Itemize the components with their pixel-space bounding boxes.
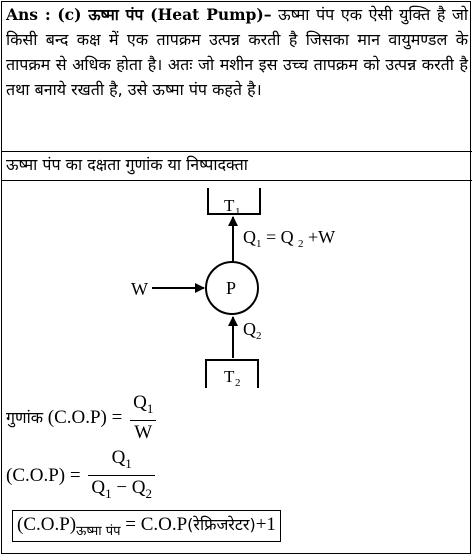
heat-pump-diagram — [0, 180, 474, 395]
work-label: W — [131, 279, 148, 299]
q1-rhs: = Q — [266, 227, 294, 247]
cop-subheading: ऊष्मा पंप का दक्षता गुणांक या निष्पादक्ता — [6, 155, 248, 174]
formula-cop-work — [6, 392, 159, 445]
q2-label: Q — [243, 319, 256, 339]
formula2-den-b-sub: 2 — [145, 486, 153, 501]
formula3-rhs-hindi: (रेफ्रिजरेटर) — [187, 515, 256, 534]
formula-cop-heat — [6, 447, 158, 506]
formula3-lhs: (C.O.P) — [17, 514, 77, 535]
formula2-den-b: Q — [131, 477, 146, 498]
formula2-den-minus: − — [111, 477, 132, 498]
answer-definition: ऊष्मा पंप एक ऐसी युक्ति है जो किसी बन्द कक्ष में एक तापक्रम उत्पन्न करती है जिसका मान वायुमण्डल के तापक्रम से अधिक होता है। अतः जो मशीन इस उच्च तापक्रम को उत्पन्न करती है तथा बनाये रखती है, उसे ऊष्मा पंप कहते है। — [6, 5, 469, 99]
answer-option: (c) ऊष्मा पंप (Heat Pump)– — [57, 5, 272, 24]
pump-label: P — [226, 278, 237, 298]
formula2-den-a-sub: 1 — [105, 486, 112, 501]
formula3-box — [12, 510, 281, 542]
formula3-lhs-sub: ऊष्मा पंप — [76, 524, 121, 539]
formula2-num: Q — [111, 447, 126, 468]
divider-top — [1, 151, 472, 152]
q1-label: Q — [243, 227, 256, 247]
q1-tail: +W — [308, 227, 336, 247]
formula1-lhs: (C.O.P) = — [47, 406, 123, 428]
formula1-den: W — [134, 422, 153, 443]
formula2-fraction — [88, 447, 155, 506]
formula3-rhs: = C.O.P — [125, 514, 188, 535]
formula1-fraction — [130, 392, 156, 445]
q1-sub: 1 — [256, 238, 262, 250]
formula1-num-sub: 1 — [146, 401, 154, 416]
bottom-reservoir-sub: 2 — [235, 377, 241, 389]
formula1-lhs-hindi: गुणांक — [6, 407, 44, 427]
q2-sub-lower: 2 — [256, 330, 262, 342]
top-reservoir-sub: 1 — [235, 206, 241, 218]
top-reservoir-label: T — [224, 196, 235, 215]
formula1-num: Q — [133, 392, 147, 413]
q2-sub: 2 — [298, 238, 304, 250]
bottom-reservoir-label: T — [224, 367, 235, 386]
answer-prefix: Ans : — [6, 5, 51, 24]
answer-paragraph — [6, 2, 468, 102]
formula2-lhs: (C.O.P) = — [6, 464, 81, 486]
formula3-tail: +1 — [255, 514, 276, 535]
formula-cop-relation — [12, 510, 281, 542]
formula2-den-a: Q — [91, 477, 106, 498]
formula2-num-sub: 1 — [125, 456, 132, 471]
